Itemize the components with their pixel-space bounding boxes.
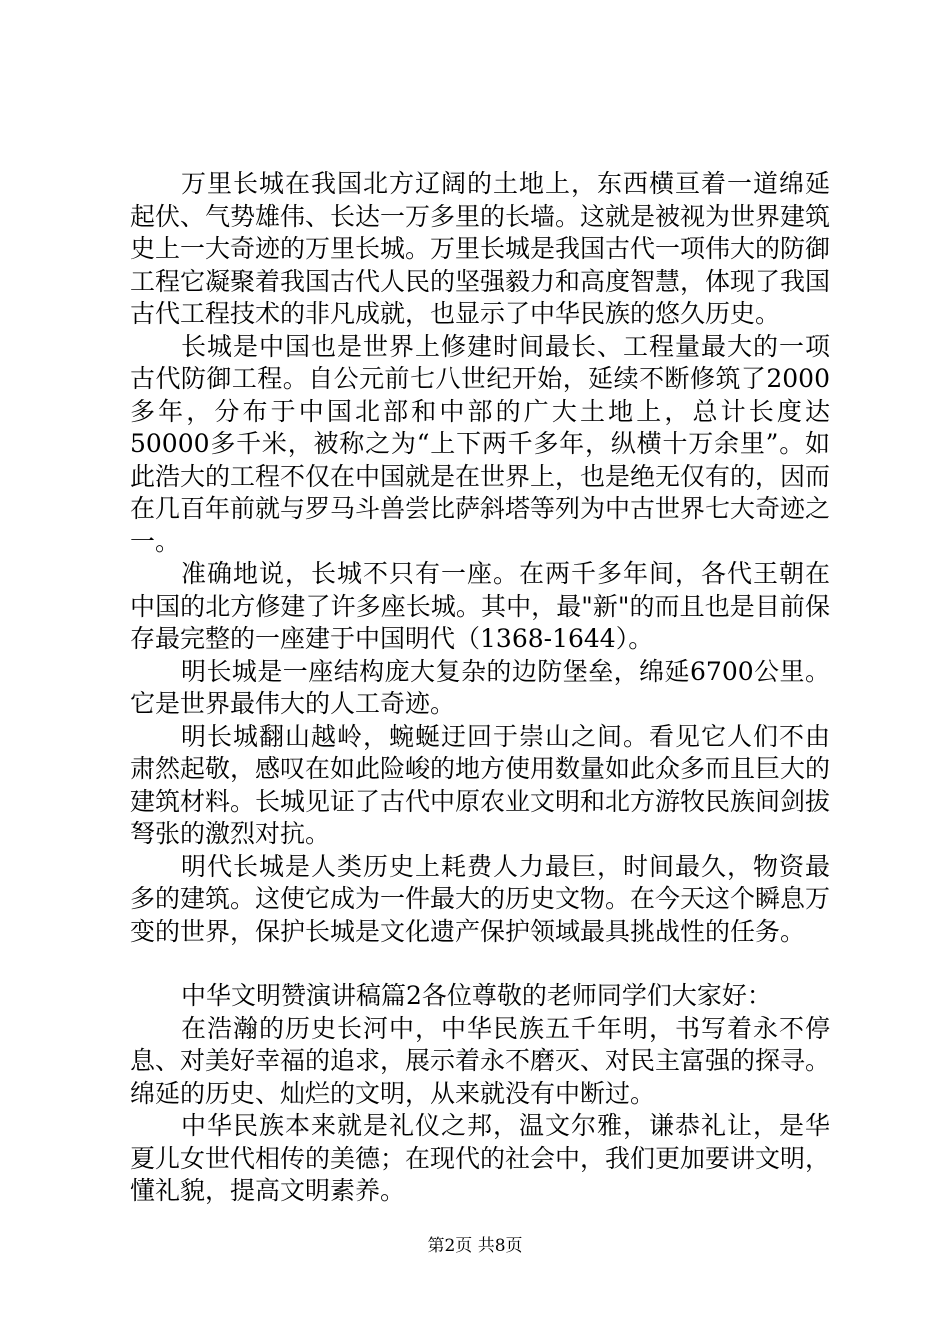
paragraph-9: 中华民族本来就是礼仪之邦，温文尔雅，谦恭礼让，是华夏儿女世代相传的美德；在现代的社会中，我们更加要讲文明，懂礼貌，提高文明素养。 — [130, 1111, 831, 1205]
document-body — [130, 168, 830, 1208]
paragraph-5: 明长城翻山越岭，蜿蜒迂回于崇山之间。看见它人们不由肃然起敬，感叹在如此险峻的地方使用数量如此众多而且巨大的建筑材料。长城见证了古代中原农业文明和北方游牧民族间剑拔弩张的激烈对抗。 — [130, 721, 831, 848]
paragraph-6: 明代长城是人类历史上耗费人力最巨，时间最久，物资最多的建筑。这使它成为一件最大的历史文物。在今天这个瞬息万变的世界，保护长城是文化遗产保护领域最具挑战性的任务。 — [130, 851, 831, 946]
page-footer: 第2页 共8页 — [427, 1236, 523, 1256]
paragraph-4: 明长城是一座结构庞大复杂的边防堡垒，绵延6700公里。它是世界最伟大的人工奇迹。 — [130, 656, 830, 718]
section-gap — [130, 948, 830, 980]
paragraph-3: 准确地说，长城不只有一座。在两千多年间，各代王朝在中国的北方修建了许多座长城。其中，最"新"的而且也是目前保存最完整的一座建于中国明代（1368-1644）。 — [130, 559, 830, 653]
paragraph-8: 在浩瀚的历史长河中，中华民族五千年明，书写着永不停息、对美好幸福的追求，展示着永不磨灭、对民主富强的探寻。绵延的历史、灿烂的文明，从来就没有中断过。 — [130, 1013, 831, 1108]
paragraph-1: 万里长城在我国北方辽阔的土地上，东西横亘着一道绵延起伏、气势雄伟、长达一万多里的长墙。这就是被视为世界建筑史上一大奇迹的万里长城。万里长城是我国古代一项伟大的防御工程它凝聚着我国古代人民的坚强毅力和高度智慧，体现了我国古代工程技术的非凡成就，也显示了中华民族的悠久历史。 — [130, 169, 831, 328]
speech-heading: 中华文明赞演讲稿篇2各位尊敬的老师同学们大家好： — [181, 981, 772, 1010]
paragraph-2: 长城是中国也是世界上修建时间最长、工程量最大的一项古代防御工程。自公元前七八世纪开始，延续不断修筑了2000多年，分布于中国北部和中部的广大土地上，总计长度达50000多千米，被称之为“上下两千多年，纵横十万余里”。如此浩大的工程不仅在中国就是在世界上，也是绝无仅有的，因而在几百年前就与罗马斗兽尝比萨斜塔等列为中古世界七大奇迹之一。 — [130, 331, 831, 556]
